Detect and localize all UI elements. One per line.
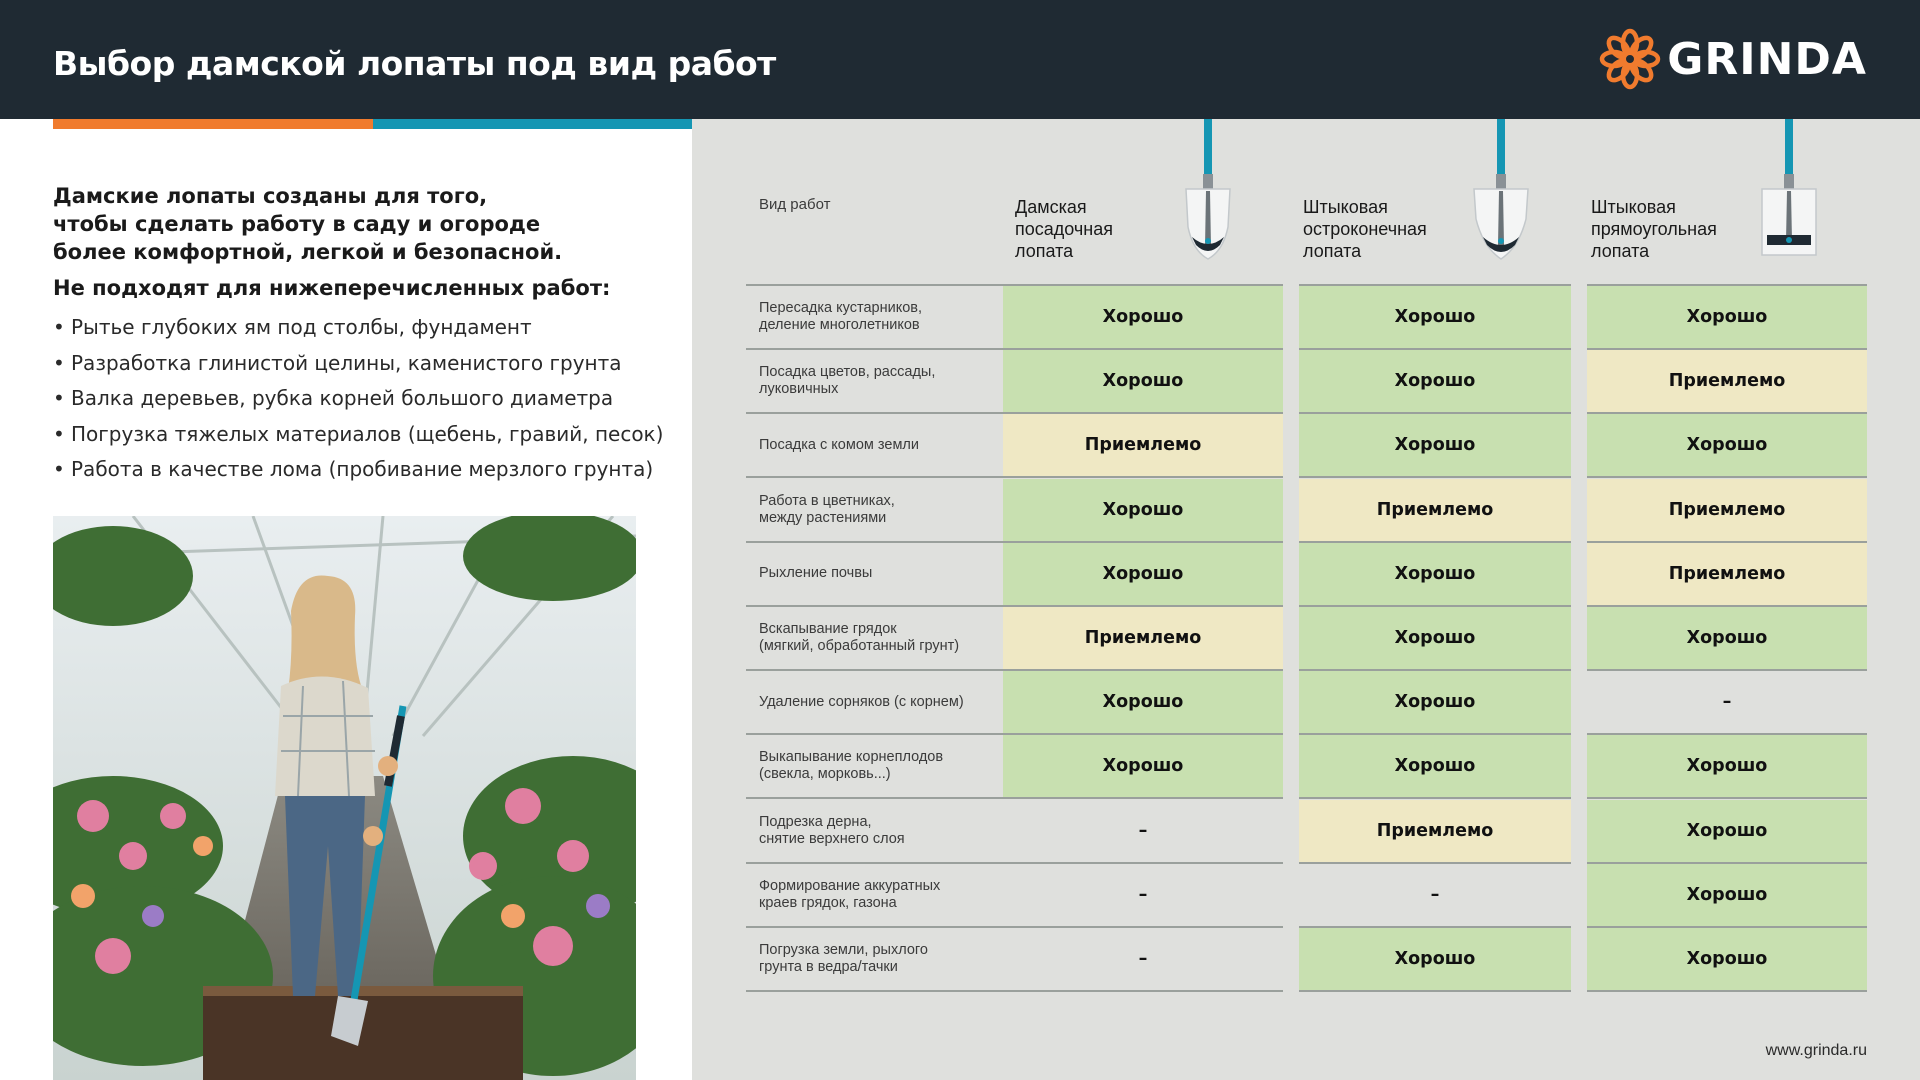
- row-label: [759, 694, 1004, 711]
- rating-cell: Хорошо: [1299, 928, 1571, 990]
- row-label: [759, 878, 1004, 912]
- rating-cell: Приемлемо: [1003, 414, 1283, 476]
- row-label-line: между растениями: [759, 509, 887, 526]
- woman-gardening-greenhouse-photo: [53, 516, 636, 1080]
- row-label-line: Погрузка земли, рыхлого: [759, 942, 928, 958]
- rating-cell: –: [1722, 692, 1732, 713]
- footer-url: www.grinda.ru: [1765, 1042, 1867, 1059]
- row-label-line: (мягкий, обработанный грунт): [759, 638, 960, 654]
- rating-cell: Хорошо: [1003, 286, 1283, 348]
- row-label-line: Удаление сорняков (с корнем): [759, 693, 964, 710]
- corner-label: Вид работ: [759, 196, 831, 213]
- rating-cell: Хорошо: [1299, 671, 1571, 733]
- page-title: Выбор дамской лопаты под вид работ: [53, 44, 776, 83]
- row-label-line: снятие верхнего слоя: [759, 830, 905, 847]
- row-label: [759, 942, 1004, 976]
- column-header-line: Штыковая: [1303, 197, 1388, 217]
- rating-cell: –: [1138, 949, 1148, 969]
- row-label-line: Рыхление почвы: [759, 565, 873, 582]
- row-label-line: луковичных: [759, 381, 839, 398]
- rating-cell: Хорошо: [1587, 286, 1867, 348]
- rating-cell: Хорошо: [1003, 671, 1283, 733]
- rectangular-shovel-icon: [1759, 119, 1819, 264]
- column-header-pointed-shovel: [1303, 196, 1463, 262]
- rating-cell: Приемлемо: [1003, 607, 1283, 669]
- rating-cell: –: [1138, 820, 1148, 841]
- row-label: [759, 565, 1004, 582]
- restriction-list: [53, 310, 673, 488]
- accent-bar-blue: [373, 119, 692, 129]
- column-header-line: Дамская: [1015, 197, 1087, 217]
- rating-cell: Хорошо: [1299, 286, 1571, 348]
- cell-rule: [1299, 990, 1571, 992]
- column-header-line: прямоугольная: [1591, 219, 1717, 239]
- rating-cell: Хорошо: [1003, 350, 1283, 412]
- row-label-line: Работа в цветниках,: [759, 492, 895, 509]
- rating-cell: Хорошо: [1299, 735, 1571, 797]
- intro-line: Дамские лопаты созданы для того,: [53, 184, 488, 208]
- column-header-line: лопата: [1591, 241, 1650, 261]
- restriction-item: • Погрузка тяжелых материалов (щебень, гравий, песок): [53, 417, 673, 453]
- rating-cell: Хорошо: [1003, 479, 1283, 541]
- intro-text: [53, 182, 673, 266]
- rating-cell: Хорошо: [1299, 414, 1571, 476]
- rating-cell: Хорошо: [1003, 543, 1283, 605]
- rating-cell: Хорошо: [1587, 735, 1867, 797]
- row-rule: [746, 990, 1283, 992]
- rating-cell: Хорошо: [1587, 928, 1867, 990]
- rating-cell: Хорошо: [1587, 607, 1867, 669]
- brand-name: GRINDA: [1667, 33, 1867, 85]
- rating-cell: –: [1138, 884, 1148, 905]
- rating-cell: Приемлемо: [1299, 479, 1571, 541]
- intro-line: более комфортной, легкой и безопасной.: [53, 240, 563, 264]
- row-label: [759, 814, 1004, 848]
- row-label: [759, 749, 1004, 783]
- rating-cell: Хорошо: [1587, 864, 1867, 926]
- accent-bar-orange: [53, 119, 373, 129]
- pointed-shovel-icon: [1471, 119, 1531, 264]
- column-header-line: Штыковая: [1591, 197, 1676, 217]
- restriction-title: Не подходят для нижеперечисленных работ:: [53, 276, 611, 300]
- brand-logo: [1599, 28, 1867, 90]
- column-header-planting-shovel: [1015, 196, 1175, 262]
- rating-cell: Приемлемо: [1587, 350, 1867, 412]
- rating-cell: Хорошо: [1299, 350, 1571, 412]
- row-label-line: деление многолетников: [759, 317, 920, 333]
- rating-cell: Хорошо: [1299, 543, 1571, 605]
- restriction-item: • Разработка глинистой целины, каменистого грунта: [53, 346, 673, 382]
- row-label: [759, 437, 1004, 454]
- row-label: [759, 621, 1004, 655]
- column-header-line: посадочная: [1015, 219, 1113, 239]
- restriction-item: • Рытье глубоких ям под столбы, фундамент: [53, 310, 673, 346]
- column-header-line: остроконечная: [1303, 219, 1427, 239]
- row-label-line: Подрезка дерна,: [759, 813, 872, 830]
- row-label-line: Выкапывание корнеплодов: [759, 749, 944, 766]
- rating-cell: Приемлемо: [1299, 800, 1571, 862]
- column-header-line: лопата: [1015, 241, 1074, 261]
- restriction-item: • Работа в качестве лома (пробивание мерзлого грунта): [53, 452, 673, 488]
- rating-cell: Хорошо: [1587, 414, 1867, 476]
- column-header-rectangular-shovel: [1591, 196, 1751, 262]
- row-label: [759, 300, 1004, 334]
- planting-shovel-icon: [1178, 119, 1238, 264]
- rating-cell: Хорошо: [1003, 735, 1283, 797]
- flower-logo-icon: [1599, 28, 1661, 90]
- rating-cell: Хорошо: [1587, 800, 1867, 862]
- cell-rule: [1587, 990, 1867, 992]
- rating-cell: –: [1430, 884, 1440, 905]
- row-label-line: Посадка с комом земли: [759, 436, 919, 453]
- row-label-line: краев грядок, газона: [759, 894, 897, 911]
- row-label-line: Пересадка кустарников,: [759, 300, 923, 316]
- rating-cell: Приемлемо: [1587, 543, 1867, 605]
- row-label-line: Формирование аккуратных: [759, 877, 941, 894]
- row-label: [759, 364, 1004, 398]
- column-header-line: лопата: [1303, 241, 1362, 261]
- rating-cell: Хорошо: [1299, 607, 1571, 669]
- rating-cell: Приемлемо: [1587, 479, 1867, 541]
- row-label-line: Вскапывание грядок: [759, 621, 897, 637]
- row-label-line: грунта в ведра/тачки: [759, 959, 898, 975]
- intro-line: чтобы сделать работу в саду и огороде: [53, 212, 541, 236]
- restriction-item: • Валка деревьев, рубка корней большого диаметра: [53, 381, 673, 417]
- row-label: [759, 493, 1004, 527]
- row-label-line: Посадка цветов, рассады,: [759, 364, 936, 381]
- row-label-line: (свекла, морковь...): [759, 766, 891, 783]
